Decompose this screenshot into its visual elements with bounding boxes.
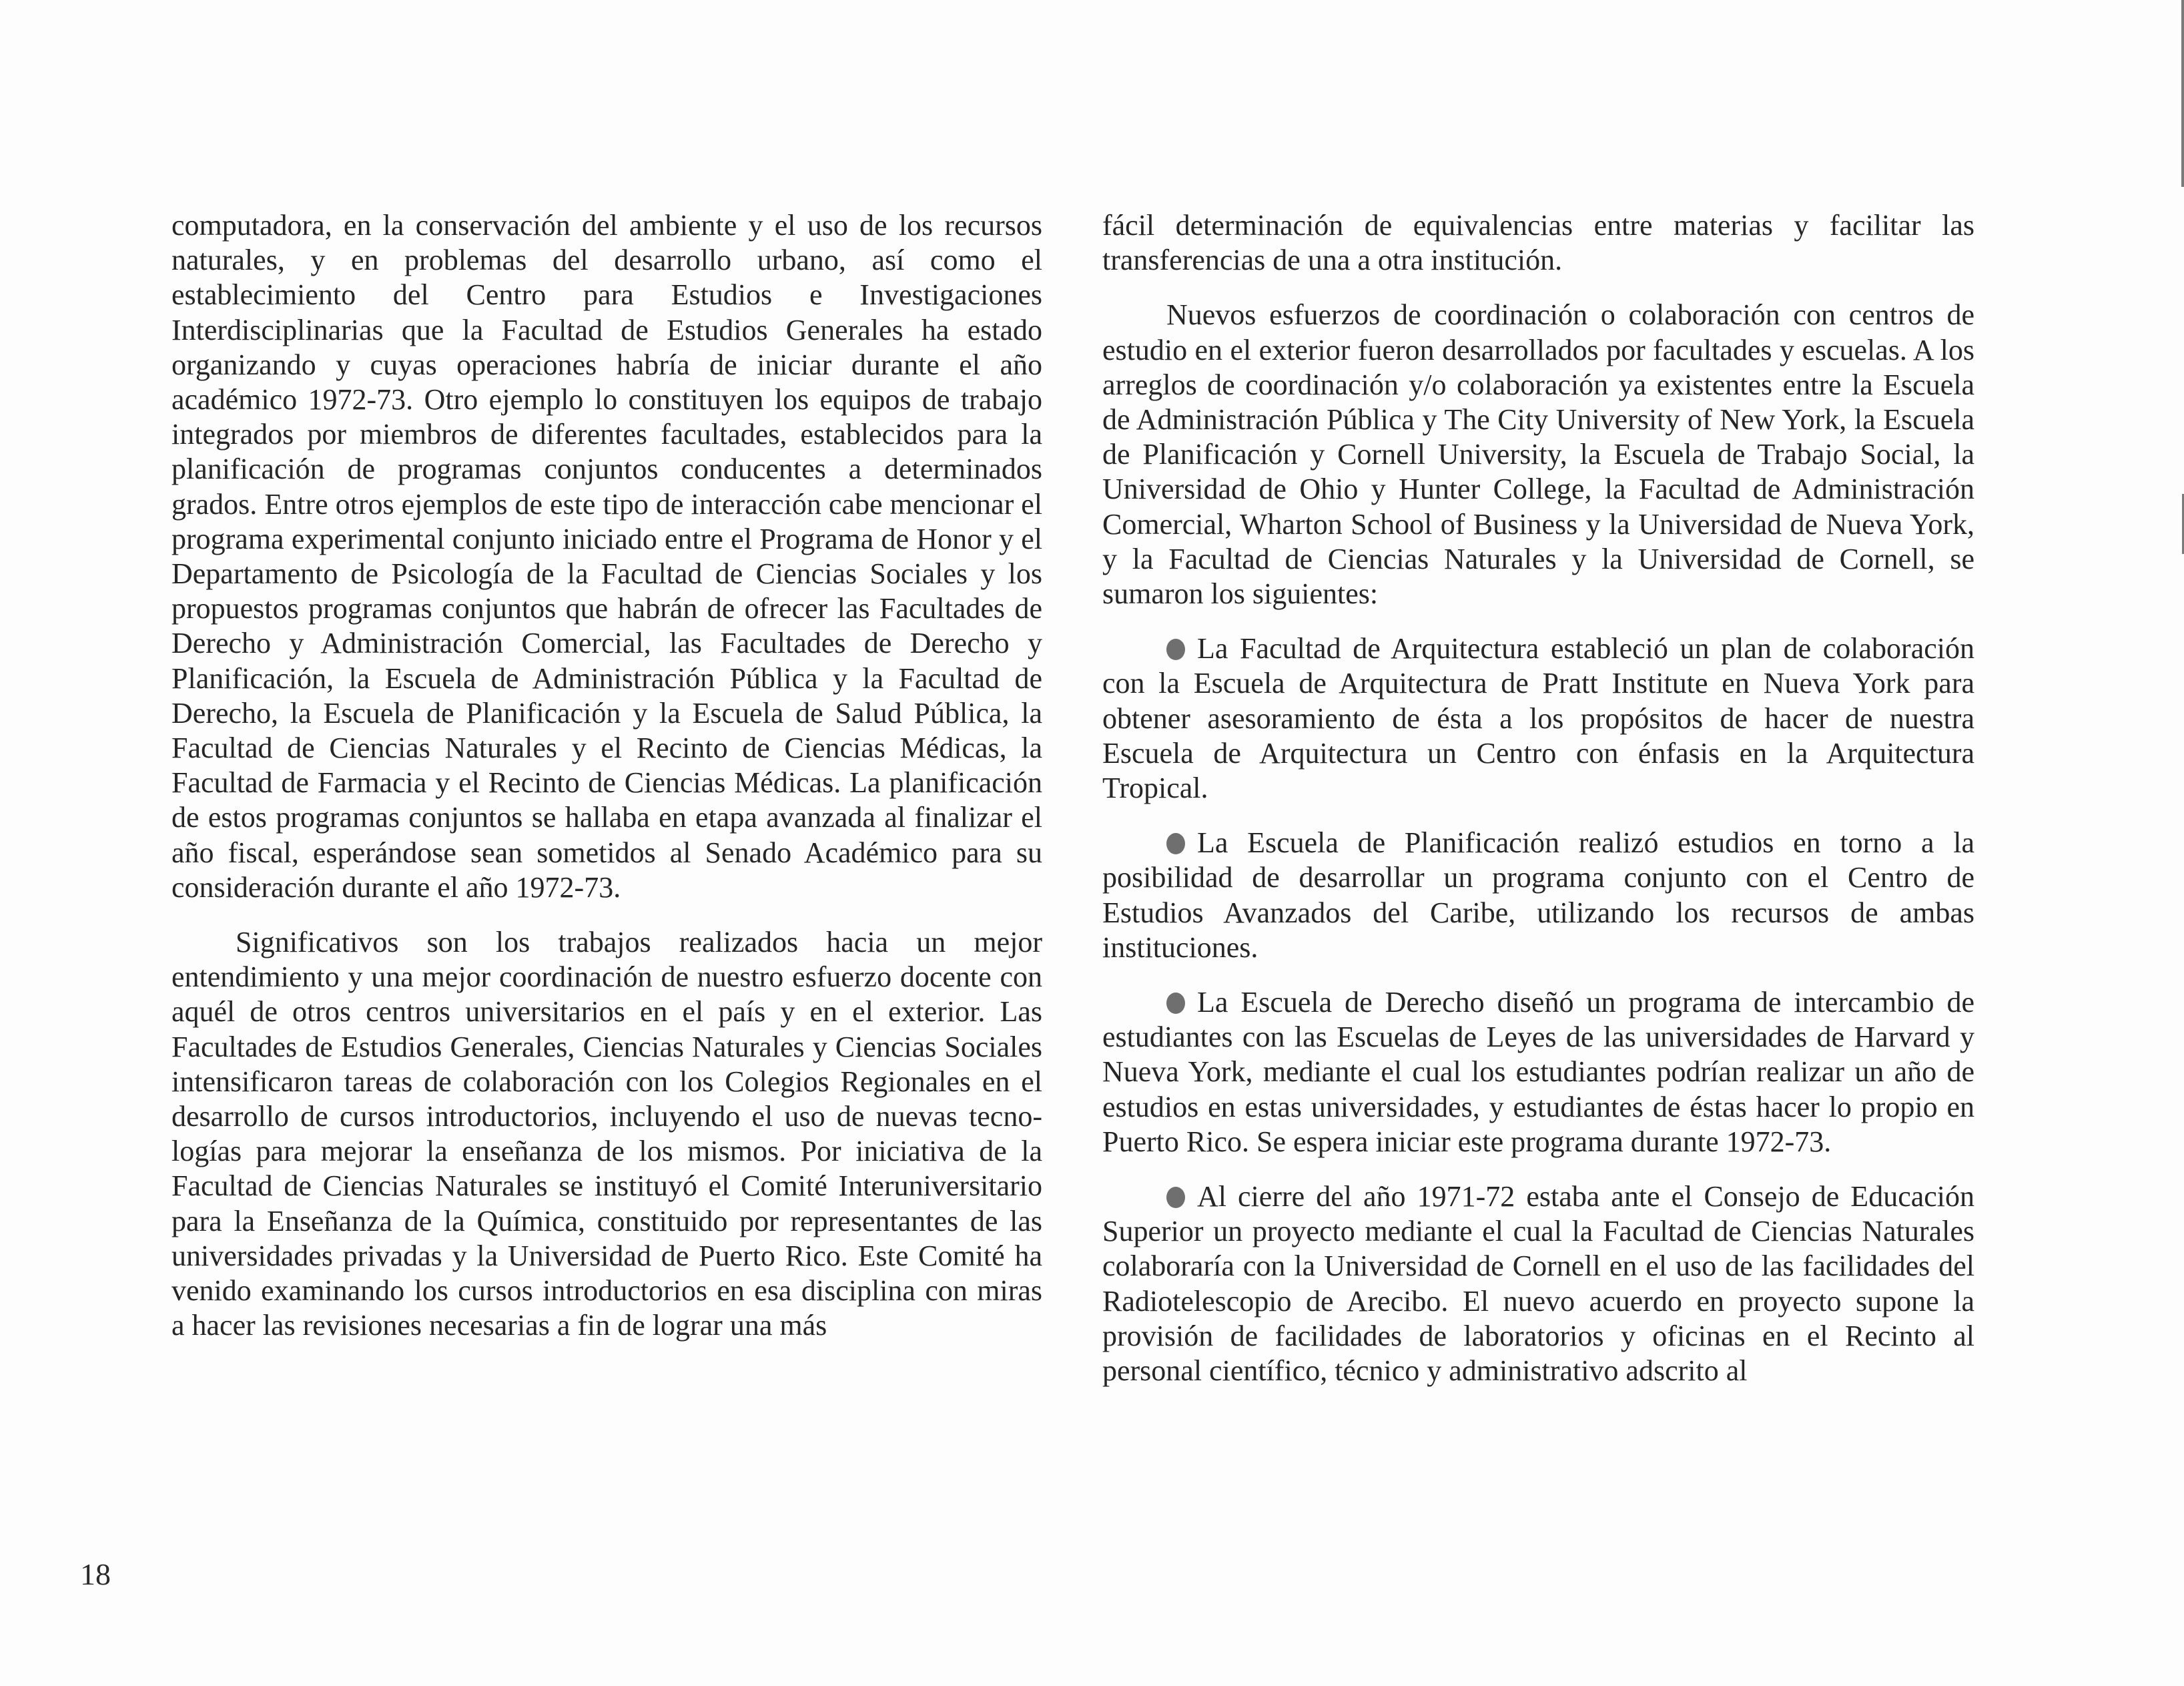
scan-edge-mark: [2181, 0, 2184, 187]
bullet-item-arquitectura: [1102, 631, 1974, 806]
bullet-dot-icon: [1166, 639, 1185, 660]
bullet-text: Al cierre del año 1971-72 estaba ante el Consejo de Educación Superior un proyecto mediante el cual la Facultad de Ciencias Naturales colaboraría con la Universidad de Cornell en el uso de las facilidades del Radiotelescopio de Arecibo. El nuevo acuerdo en proyecto supone la provisión de facilidades de laboratorios y oficinas en el Recinto al personal científico, técnico y administrativo adscrito al: [1102, 1180, 1974, 1388]
left-paragraph-1: computadora, en la conservación del ambiente y el uso de los recursos naturales, y en problemas del desarrollo urbano, así como el establecimiento del Centro para Estudios e Investigaciones Interdisciplinarias que la Facultad de Estudios Generales ha estado organizando y cuyas operaciones habría de iniciar durante el año académico 1972-73. Otro ejemplo lo constituyen los equipos de trabajo integrados por miembros de diferentes facultades, establecidos para la planificación de programas conjuntos conducentes a determinados grados. Entre otros ejemplos de este tipo de interacción cabe mencionar el programa experimental conjunto iniciado entre el Programa de Honor y el Departamento de Psicología de la Facultad de Ciencias Sociales y los propuestos programas conjuntos que habrán de ofrecer las Facultades de Derecho y Administración Comercial, las Facultades de Derecho y Planificación, la Escuela de Administración Pública y la Facultad de Derecho, la Escuela de Planificación y la Escuela de Salud Pública, la Facultad de Ciencias Naturales y el Recinto de Ciencias Médicas, la Facultad de Farmacia y el Recinto de Ciencias Médicas. La planificación de estos programas conjuntos se hallaba en etapa avanzada al finalizar el año fiscal, esperándose sean sometidos al Senado Académico para su consideración durante el año 1972-73.: [171, 209, 1042, 904]
left-paragraph-2: Significativos son los trabajos realizados hacia un mejor entendimiento y una mejor coordinación de nuestro esfuerzo docente con aquél de otros centros universitarios en el país y en el exterior. Las Facultades de Estudios Generales, Ciencias Naturales y Ciencias Sociales intensificaron tareas de colaboración con los Colegios Regionales en el desarrollo de cursos introductorios, incluyendo el uso de nuevas tecnologías para mejorar la enseñanza de los mismos. Por iniciativa de la Facultad de Ciencias Naturales se instituyó el Comité Interuniversitario para la Enseñanza de la Química, constituido por representantes de las universidades privadas y la Universidad de Puerto Rico. Este Comité ha venido examinando los cursos introductorios en esa disciplina con miras a hacer las revisiones necesarias a fin de lograr una más: [171, 926, 1042, 1342]
bullet-text: La Facultad de Arquitectura estableció un plan de colaboración con la Escuela de Arquitectura de Pratt Institute en Nueva York para obtener asesoramiento de ésta a los propósitos de hacer de nuestra Escuela de Arquitectura un Centro con énfasis en la Arquitectura Tropical.: [1102, 632, 1974, 805]
left-column: [171, 208, 1042, 1344]
bullet-dot-icon: [1166, 993, 1185, 1014]
right-paragraph-1: fácil determinación de equivalencias entre materias y facilitar las transferencias de una a otra institución.: [1102, 209, 1974, 277]
page-number: 18: [80, 1557, 111, 1591]
bullet-text: La Escuela de Planificación realizó estudios en torno a la posibilidad de desarrollar un programa conjunto con el Centro de Estudios Avanzados del Caribe, utilizando los recursos de ambas instituciones.: [1102, 826, 1974, 964]
bullet-dot-icon: [1166, 833, 1185, 854]
bullet-text: La Escuela de Derecho diseñó un programa de intercambio de estudiantes con las Escuelas de Leyes de las universidades de Harvard y Nueva York, mediante el cual los estudiantes podrían realizar un año de estudios en estas universidades, y estudiantes de éstas hacer lo propio en Puerto Rico. Se espera iniciar este programa durante 1972-73.: [1102, 986, 1974, 1158]
bullet-item-planificacion: [1102, 826, 1974, 965]
right-paragraph-2: Nuevos esfuerzos de coordinación o colaboración con centros de estudio en el exterior fueron desarrollados por facultades y escuelas. A los arreglos de coordinación y/o colaboración ya existentes entre la Escuela de Administración Pública y The City University of New York, la Escuela de Planificación y Cornell University, la Escuela de Trabajo Social, la Universidad de Ohio y Hunter College, la Facultad de Administración Comercial, Wharton School of Business y la Universidad de Nueva York, y la Facultad de Ciencias Naturales y la Universidad de Cornell, se sumaron los siguientes:: [1102, 298, 1974, 611]
bullet-dot-icon: [1166, 1187, 1185, 1208]
right-column: [1102, 208, 1974, 1388]
bullet-item-derecho: [1102, 985, 1974, 1159]
bullet-item-radiotelescopio: [1102, 1179, 1974, 1388]
